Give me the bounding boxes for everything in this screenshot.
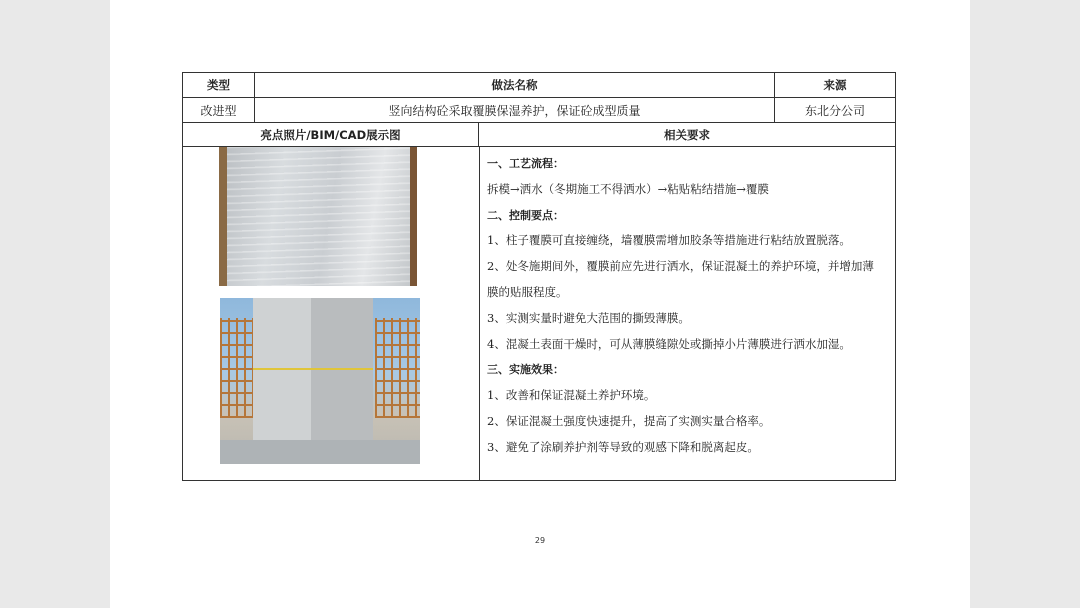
document-page bbox=[110, 0, 970, 608]
req-line: 3、实测实量时避免大范围的撕毁薄膜。 bbox=[487, 310, 690, 325]
table-header-row bbox=[183, 73, 895, 98]
header-name: 做法名称 bbox=[255, 73, 775, 97]
table-record-row bbox=[183, 98, 895, 123]
header-source: 来源 bbox=[823, 78, 847, 92]
header-type: 类型 bbox=[183, 73, 255, 97]
req-line: 2、保证混凝土强度快速提升，提高了实测实量合格率。 bbox=[487, 413, 771, 428]
table-subheader-row bbox=[183, 123, 895, 147]
subheader-photos: 亮点照片/BIM/CAD展示图 bbox=[183, 123, 479, 146]
req-line: 1、柱子覆膜可直接缠绕，墙覆膜需增加胶条等措施进行粘结放置脱落。 bbox=[487, 233, 851, 248]
req-line: 拆模→洒水（冬期施工不得洒水）→粘贴粘结措施→覆膜 bbox=[487, 181, 769, 196]
req-line: 2、处冬施期间外，覆膜前应先进行洒水，保证混凝土的养护环境，并增加薄 bbox=[487, 259, 874, 274]
req-line: 膜的贴服程度。 bbox=[487, 284, 568, 299]
req-line: 1、改善和保证混凝土养护环境。 bbox=[487, 388, 656, 403]
column-film-photo bbox=[220, 298, 420, 464]
record-source: 东北分公司 bbox=[804, 103, 865, 118]
photo-column bbox=[183, 147, 480, 480]
req-line: 三、实施效果： bbox=[487, 363, 564, 377]
req-line: 3、避免了涂刷养护剂等导致的观感下降和脱离起皮。 bbox=[487, 439, 759, 454]
requirements-column bbox=[479, 147, 895, 480]
req-line: 二、控制要点： bbox=[487, 208, 564, 222]
record-type: 改进型 bbox=[183, 98, 255, 122]
subheader-requirements: 相关要求 bbox=[664, 127, 710, 142]
req-line: 4、混凝土表面干燥时，可从薄膜缝隙处或撕掉小片薄膜进行洒水加湿。 bbox=[487, 336, 851, 351]
table-body-row bbox=[183, 147, 895, 480]
req-line: 一、工艺流程： bbox=[487, 157, 564, 170]
page-number: 29 bbox=[534, 536, 546, 545]
record-name: 竖向结构砼采取覆膜保湿养护，保证砼成型质量 bbox=[255, 98, 775, 122]
wall-film-photo bbox=[219, 147, 417, 286]
practice-table bbox=[182, 72, 896, 481]
